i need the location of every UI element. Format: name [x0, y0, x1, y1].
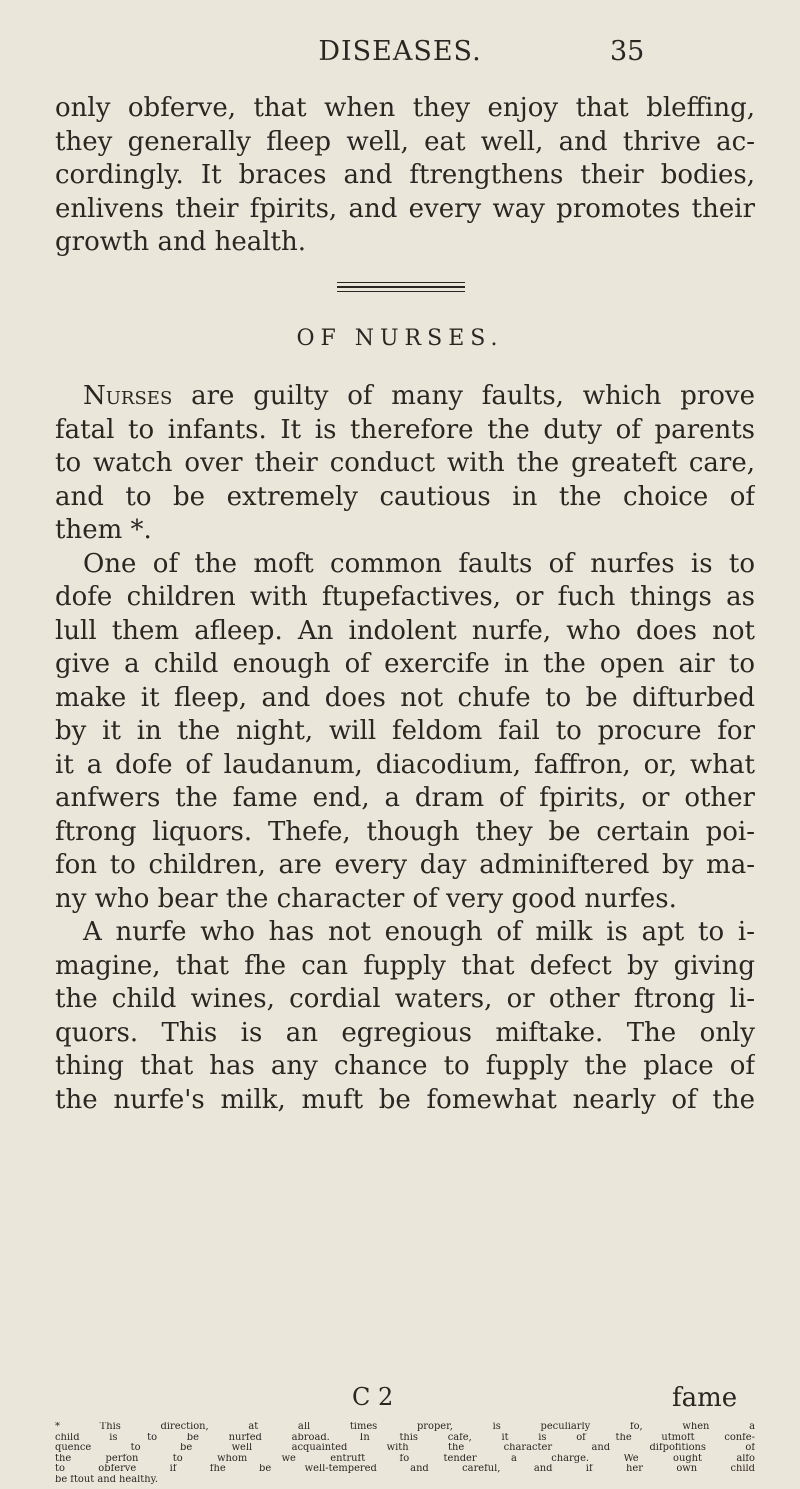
text-line: ftrong liquors. Thefe, though they be certain poi- [55, 816, 755, 847]
page-number: 35 [610, 36, 645, 67]
text-line: anfwers the fame end, a dram of fpirits, or other [55, 783, 755, 813]
paragraph-first-line [55, 380, 755, 414]
text-line: them *. [55, 515, 152, 545]
footnote-line: * This direction, at all times proper, is peculiarly fo, when a [55, 1422, 755, 1432]
running-head: DISEASES. [318, 36, 482, 67]
text-line: give a child enough of exercife in the open air to [55, 649, 755, 679]
text-line: lull them afleep. An indolent nurfe, who does not [55, 615, 755, 646]
catch-word: fame [672, 1383, 738, 1413]
footnote-line: child is to be nurfed abroad. In this cafe, it is of the utmoft confe- [55, 1432, 755, 1443]
continuation-paragraph [55, 92, 755, 260]
section-divider [337, 291, 465, 292]
text-line: magine, that fhe can fupply that defect by giving [55, 950, 755, 981]
text-line: growth and health. [55, 227, 306, 257]
footnote-line: be ftout and healthy. [55, 1474, 159, 1485]
text-line: ny who bear the character of very good nurfes. [55, 883, 677, 914]
section-divider [337, 282, 465, 283]
text-line: and to be extremely cautious in the choice of [55, 481, 755, 512]
text-line: fatal to infants. It is therefore the duty of parents [55, 414, 755, 445]
text-line: One of the moft common faults of nurfes is to [83, 548, 755, 579]
text-line: by it in the night, will feldom fail to procure for [55, 716, 755, 746]
text-line: A nurfe who has not enough of milk is apt to i- [83, 917, 755, 947]
text-line: only obferve, that when they enjoy that bleffing, [55, 93, 755, 123]
text-line: it a dofe of laudanum, diacodium, faffron, or, what [55, 749, 755, 780]
text-line: to watch over their conduct with the greateft care, [55, 448, 755, 478]
nurses-section-body [55, 380, 755, 1117]
text-line: dofe children with ftupefactives, or fuch things as [55, 582, 755, 612]
section-divider [337, 286, 465, 288]
footnote-line: to obferve if fhe be well-tempered and careful, and if her own child [55, 1464, 755, 1474]
text-line: thing that has any chance to fupply the place of [55, 1051, 755, 1081]
text-line: the nurfe's milk, muft be fomewhat nearly of the [55, 1084, 755, 1115]
section-heading: OF NURSES. [296, 326, 504, 351]
text-line: they generally fleep well, eat well, and thrive ac- [55, 126, 755, 157]
text-line: enlivens their fpirits, and every way promotes their [55, 193, 755, 224]
signature-mark: C 2 [352, 1383, 394, 1411]
text-line: make it fleep, and does not chufe to be difturbed [55, 682, 755, 713]
text-line: the child wines, cordial waters, or other ftrong li- [55, 984, 755, 1014]
text-fragment: are guilty of many faults, which prove [191, 381, 755, 411]
footnote [55, 1422, 755, 1485]
footnote-line: quence to be well acquainted with the character and difpofitions of [55, 1443, 755, 1453]
lead-word: Nurses [83, 381, 173, 411]
footnote-line: the perfon to whom we entruft fo tender a charge. We ought alfo [55, 1453, 755, 1464]
text-line: fon to children, are every day adminiftered by ma- [55, 850, 755, 880]
text-line: quors. This is an egregious miftake. The only [55, 1017, 755, 1048]
text-line: cordingly. It braces and ftrengthens their bodies, [55, 160, 755, 190]
